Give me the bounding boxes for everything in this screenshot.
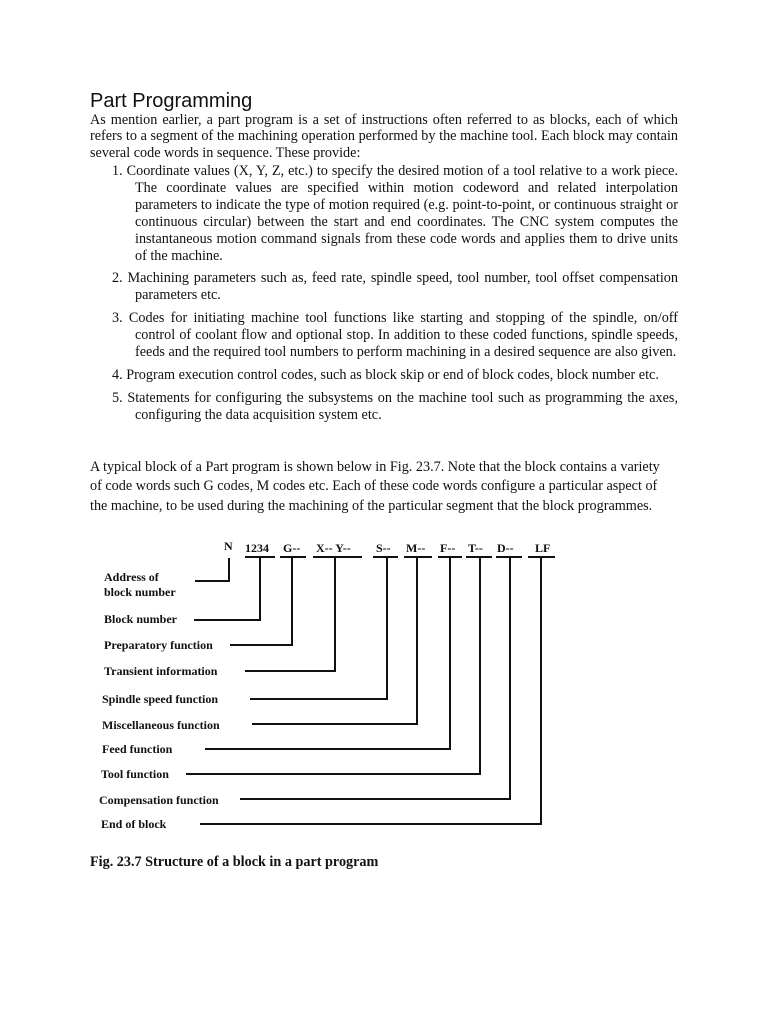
item-number: 4. [112, 366, 123, 383]
list-item [112, 310, 678, 361]
code-g: G-- [283, 541, 301, 555]
label-tool: Tool function [101, 767, 169, 781]
code-xy: X-- Y-- [316, 541, 351, 555]
item-text: Coordinate values (X, Y, Z, etc.) to specify the desired motion of a tool relative to a work piece. The coordinate values are specified within motion codeword and related interpolation parameters to indicate the type of motion required (e.g. point-to-point, or continuous straight or continuous circular) between the start and end coordinates. The CNC system computes the instantaneous motion command signals from these code words and applies them to drive units of the machine. [126, 163, 679, 264]
label-compensation: Compensation function [99, 793, 219, 807]
code-s: S-- [376, 541, 391, 555]
item-number: 2. [112, 270, 123, 287]
block-structure-diagram [0, 530, 768, 840]
leader-tool [186, 557, 480, 774]
leader-address [195, 558, 229, 581]
label-end-of-block: End of block [101, 817, 167, 831]
figure-caption: Fig. 23.7 Structure of a block in a part program [90, 854, 379, 870]
code-block-number: 1234 [245, 541, 269, 555]
label-address-line2: block number [104, 585, 176, 599]
code-n: N [224, 539, 233, 553]
item-number: 5. [112, 389, 123, 406]
leader-end-of-block [200, 557, 541, 824]
intro-paragraph: As mention earlier, a part program is a set of instructions often referred to as blocks, each of which refers to a segment of the machining operation performed by the machine tool. Each block may contain several code words in sequence. These provide: [90, 112, 678, 161]
item-number: 3. [112, 310, 123, 327]
label-spindle: Spindle speed function [102, 692, 219, 706]
item-text: Statements for configuring the subsystems on the machine tool such as programming the axes, configuring the data acquisition system etc. [127, 389, 678, 423]
code-f: F-- [440, 541, 456, 555]
block-description-paragraph: A typical block of a Part program is shown below in Fig. 23.7. Note that the block contains a variety of code words such G codes, M codes etc. Each of these code words configure a particular aspect of the machine, to be used during the machining of the particular segment that the block programmes. [90, 459, 660, 514]
list-item [112, 367, 678, 384]
leader-compensation [240, 557, 510, 799]
provisions-list [112, 163, 678, 430]
list-item [112, 270, 678, 304]
leader-spindle [250, 557, 387, 699]
list-item [112, 163, 678, 264]
item-text: Machining parameters such as, feed rate, spindle speed, tool number, tool offset compensation parameters etc. [127, 270, 678, 304]
label-misc: Miscellaneous function [102, 718, 220, 732]
label-preparatory: Preparatory function [104, 638, 213, 652]
item-number: 1. [112, 163, 123, 179]
item-text: Codes for initiating machine tool functions like starting and stopping of the spindle, on/off control of coolant flow and optional stop. In addition to these coded functions, spindle speeds, feeds and the required tool numbers to perform machining in a desired sequence are also given. [128, 310, 679, 361]
label-feed: Feed function [102, 742, 173, 756]
leader-feed [205, 557, 450, 749]
section-title: Part Programming [90, 90, 253, 112]
label-transient: Transient information [104, 664, 218, 678]
leader-block-number [194, 557, 260, 620]
code-m: M-- [406, 541, 426, 555]
label-address-line1: Address of [104, 570, 159, 584]
code-lf: LF [535, 541, 551, 555]
code-d: D-- [497, 541, 514, 555]
item-text: Program execution control codes, such as block skip or end of block codes, block number etc. [126, 366, 659, 383]
label-block-number: Block number [104, 612, 178, 626]
code-t: T-- [468, 541, 483, 555]
leader-transient [245, 557, 335, 671]
leader-lines [186, 557, 541, 824]
list-item [112, 390, 678, 424]
